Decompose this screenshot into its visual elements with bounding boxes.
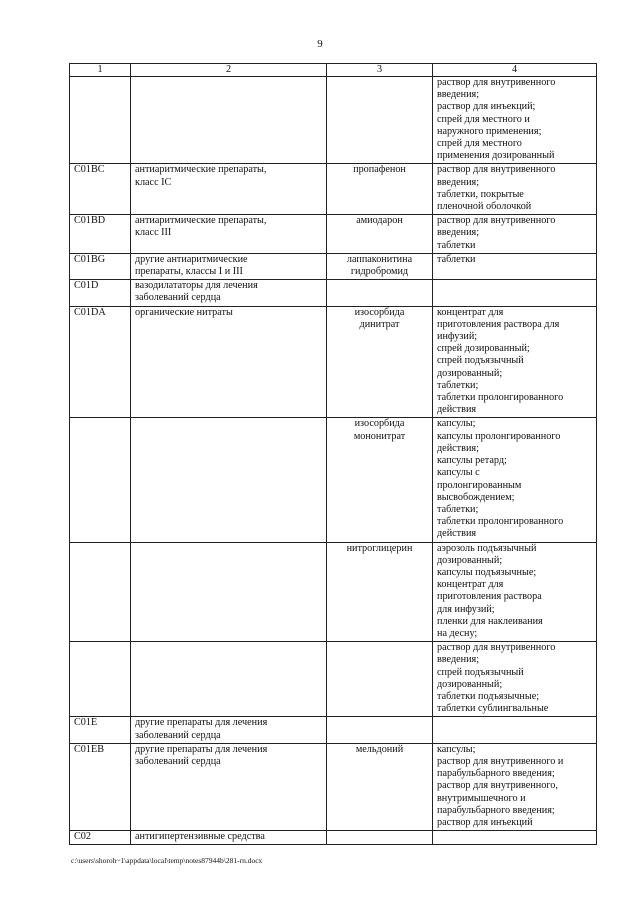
dosage-forms-cell [433, 831, 597, 845]
atc-code-cell: C01BD [70, 215, 131, 254]
group-name-cell [131, 215, 327, 254]
footer-file-path: c:\users\shoroh~1\appdata\local\temp\notes87944b\281-rn.docx [71, 856, 263, 865]
drug-name-cell [327, 306, 433, 418]
cell-text-line: парабульбарного введения; [437, 804, 555, 816]
cell-text-line: таблетки; [437, 503, 479, 515]
group-name-cell [131, 743, 327, 830]
cell-text-line: пленочной оболочкой [437, 201, 532, 213]
dosage-forms-cell [433, 418, 597, 542]
group-name-cell [131, 831, 327, 845]
column-header: 3 [327, 64, 433, 77]
group-name-cell [131, 306, 327, 418]
table-row [70, 280, 597, 306]
table-row [70, 164, 597, 215]
cell-text-line: таблетки пролонгированного [437, 392, 564, 404]
cell-text-line: действия [437, 404, 477, 416]
atc-code-cell: C01D [70, 280, 131, 306]
dosage-forms-cell [433, 164, 597, 215]
cell-text-line: таблетки подъязычные; [437, 690, 540, 702]
table-row [70, 743, 597, 830]
drug-name-cell [327, 642, 433, 717]
cell-text-line: раствор для инъекций; [437, 101, 536, 113]
cell-text-line: таблетки сублингвальные [437, 703, 549, 715]
cell-text-line: капсулы подъязычные; [437, 566, 537, 578]
atc-code-cell: C01EB [70, 743, 131, 830]
drug-name-cell [327, 418, 433, 542]
table-row [70, 215, 597, 254]
drug-name-cell [327, 717, 433, 743]
group-name-cell [131, 164, 327, 215]
dosage-forms-cell [433, 306, 597, 418]
atc-code-cell [70, 77, 131, 164]
cell-text-line: заболеваний сердца [135, 292, 221, 304]
cell-text-line: изосорбида [354, 306, 405, 318]
cell-text-line: капсулы с [437, 467, 480, 479]
cell-text-line: спрей для местного и [437, 113, 530, 125]
cell-text-line: пропафенон [353, 164, 406, 176]
drug-name-cell [327, 743, 433, 830]
cell-text-line: раствор для внутривенного [437, 77, 556, 88]
atc-code-cell: C02 [70, 831, 131, 845]
cell-text-line: концентрат для [437, 306, 504, 318]
cell-text-line: заболеваний сердца [135, 755, 221, 767]
cell-text-line: класс III [135, 227, 172, 239]
dosage-forms-cell [433, 215, 597, 254]
cell-text-line: спрей подъязычный [437, 666, 524, 678]
dosage-forms-cell [433, 77, 597, 164]
cell-text-line: мельдоний [355, 743, 404, 755]
cell-text-line: дозированный; [437, 554, 503, 566]
cell-text-line: высвобождением; [437, 491, 515, 503]
cell-text-line: динитрат [359, 318, 400, 330]
cell-text-line: применения дозированный [437, 150, 555, 162]
cell-text-line: пролонгированным [437, 479, 522, 491]
cell-text-line: класс IC [135, 176, 172, 188]
cell-text-line: спрей дозированный; [437, 343, 530, 355]
cell-text-line: введения; [437, 227, 480, 239]
cell-text-line: пленки для наклеивания [437, 615, 543, 627]
cell-text-line: аэрозоль подъязычный [437, 542, 537, 554]
cell-text-line: инфузий; [437, 331, 478, 343]
group-name-cell [131, 542, 327, 642]
page-number: 9 [317, 38, 323, 50]
cell-text-line: гидробромид [350, 266, 409, 278]
cell-text-line: препараты, классы I и III [135, 266, 243, 278]
cell-text-line: раствор для инъекций [437, 816, 533, 828]
cell-text-line: введения; [437, 176, 480, 188]
table-row [70, 77, 597, 164]
drug-table [69, 63, 597, 845]
table-row [70, 831, 597, 845]
drug-name-cell [327, 253, 433, 279]
cell-text-line: спрей подъязычный [437, 355, 524, 367]
cell-text-line: амиодарон [356, 215, 403, 227]
table-row [70, 418, 597, 542]
drug-name-cell [327, 280, 433, 306]
drug-name-cell [327, 77, 433, 164]
cell-text-line: изосорбида [354, 418, 405, 430]
cell-text-line: внутримышечного и [437, 792, 526, 804]
drug-name-cell [327, 215, 433, 254]
column-header: 4 [433, 64, 597, 77]
cell-text-line: действия; [437, 442, 479, 454]
cell-text-line: вазодилататоры для лечения [135, 280, 258, 292]
cell-text-line: приготовления раствора [437, 591, 542, 603]
group-name-cell [131, 280, 327, 306]
atc-code-cell [70, 542, 131, 642]
cell-text-line: таблетки пролонгированного [437, 516, 564, 528]
atc-code-cell: C01DA [70, 306, 131, 418]
dosage-forms-cell [433, 743, 597, 830]
group-name-cell [131, 253, 327, 279]
atc-code-cell [70, 642, 131, 717]
group-name-cell [131, 77, 327, 164]
cell-text-line: раствор для внутривенного [437, 164, 556, 176]
cell-text-line: концентрат для [437, 579, 504, 591]
table-body [70, 77, 597, 845]
drug-name-cell [327, 831, 433, 845]
dosage-forms-cell [433, 253, 597, 279]
drug-name-cell [327, 542, 433, 642]
cell-text-line: для инфузий; [437, 603, 495, 615]
cell-text-line: таблетки; [437, 379, 479, 391]
cell-text-line: раствор для внутривенного [437, 642, 556, 654]
atc-code-cell: C01BG [70, 253, 131, 279]
cell-text-line: органические нитраты [135, 306, 233, 318]
cell-text-line: другие антиаритмические [135, 253, 248, 265]
atc-code-cell: C01E [70, 717, 131, 743]
dosage-forms-cell [433, 542, 597, 642]
cell-text-line: действия [437, 528, 477, 540]
cell-text-line: нитроглицерин [346, 542, 413, 554]
cell-text-line: раствор для внутривенного [437, 215, 556, 227]
cell-text-line: антиаритмические препараты, [135, 164, 267, 176]
cell-text-line: другие препараты для лечения [135, 717, 268, 729]
table-row [70, 542, 597, 642]
cell-text-line: капсулы; [437, 743, 476, 755]
table-header-row [70, 64, 597, 77]
cell-text-line: дозированный; [437, 367, 503, 379]
atc-code-cell [70, 418, 131, 542]
cell-text-line: раствор для внутривенного и [437, 755, 564, 767]
cell-text-line: капсулы; [437, 418, 476, 430]
cell-text-line: приготовления раствора для [437, 318, 560, 330]
cell-text-line: введения; [437, 654, 480, 666]
cell-text-line: другие препараты для лечения [135, 743, 268, 755]
group-name-cell [131, 418, 327, 542]
dosage-forms-cell [433, 280, 597, 306]
column-header: 1 [70, 64, 131, 77]
cell-text-line: раствор для внутривенного, [437, 780, 558, 792]
cell-text-line: заболеваний сердца [135, 729, 221, 741]
cell-text-line: капсулы пролонгированного [437, 430, 561, 442]
dosage-forms-cell [433, 717, 597, 743]
table-row [70, 717, 597, 743]
table-row [70, 253, 597, 279]
group-name-cell [131, 717, 327, 743]
cell-text-line: парабульбарного введения; [437, 768, 555, 780]
cell-text-line: мононитрат [353, 430, 406, 442]
group-name-cell [131, 642, 327, 717]
dosage-forms-cell [433, 642, 597, 717]
cell-text-line: введения; [437, 89, 480, 101]
cell-text-line: дозированный; [437, 678, 503, 690]
table-row [70, 306, 597, 418]
table-row [70, 642, 597, 717]
cell-text-line: антигипертензивные средства [135, 831, 265, 843]
cell-text-line: антиаритмические препараты, [135, 215, 267, 227]
cell-text-line: наружного применения; [437, 125, 542, 137]
cell-text-line: на десну; [437, 627, 478, 639]
cell-text-line: таблетки, покрытые [437, 188, 524, 200]
cell-text-line: таблетки [437, 239, 476, 251]
cell-text-line: спрей для местного [437, 138, 522, 150]
atc-code-cell: C01BC [70, 164, 131, 215]
cell-text-line: капсулы ретард; [437, 455, 507, 467]
drug-name-cell [327, 164, 433, 215]
cell-text-line: лаппаконитина [346, 253, 413, 265]
column-header: 2 [131, 64, 327, 77]
cell-text-line: таблетки [437, 253, 476, 265]
